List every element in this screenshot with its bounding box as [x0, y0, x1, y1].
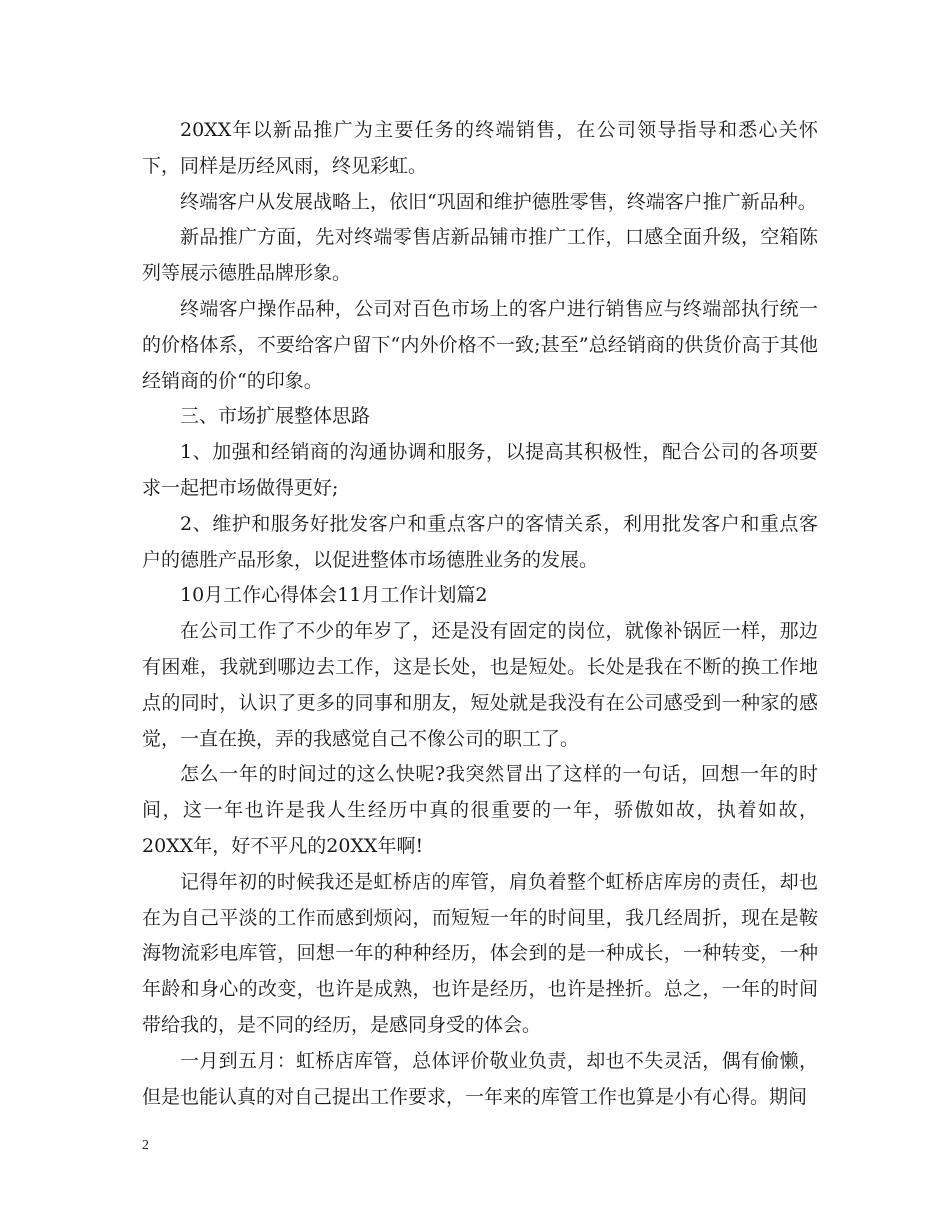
paragraph-10: 一月到五月：虹桥店库管，总体评价敬业负责，却也不失灵活，偶有偷懒，但是也能认真的对自己提出工作要求，一年来的库管工作也算是小有心得。期间 — [142, 1049, 818, 1108]
paragraph-1: 20XX年以新品推广为主要任务的终端销售，在公司领导指导和悉心关怀下，同样是历经风雨，终见彩虹。 — [142, 119, 818, 177]
paragraph-8: 怎么一年的时间过的这么快呢?我突然冒出了这样的一句话，回想一年的时间，这一年也许是我人生经历中真的很重要的一年，骄傲如故，执着如故，20XX年，好不平凡的20XX年啊! — [142, 763, 818, 857]
paragraph-7: 在公司工作了不少的年岁了，还是没有固定的岗位，就像补锅匠一样，那边有困难，我就到哪边去工作，这是长处，也是短处。长处是我在不断的换工作地点的同时，认识了更多的同事和朋友，短处就是我没有在公司感受到一种家的感觉，一直在换，弄的我感觉自己不像公司的职工了。 — [142, 620, 818, 750]
paragraph-5: 1、加强和经销商的沟通协调和服务，以提高其积极性，配合公司的各项要求一起把市场做得更好; — [142, 441, 818, 499]
page-number: 2 — [142, 1138, 149, 1153]
section-heading: 三、市场扩展整体思路 — [180, 405, 371, 428]
paragraph-2: 终端客户从发展战略上，依旧“巩固和维护德胜零售，终端客户推广新品种。 — [180, 190, 817, 213]
paragraph-3: 新品推广方面，先对终端零售店新品铺市推广工作，口感全面升级，空箱陈列等展示德胜品牌形象。 — [142, 226, 818, 285]
article-title: 10月工作心得体会11月工作计划篇2 — [180, 584, 488, 607]
document-body — [142, 113, 818, 1115]
paragraph-6: 2、维护和服务好批发客户和重点客户的客情关系，利用批发客户和重点客户的德胜产品形象，以促进整体市场德胜业务的发展。 — [142, 512, 818, 571]
paragraph-4: 终端客户操作品种，公司对百色市场上的客户进行销售应与终端部执行统一的价格体系，不要给客户留下“内外价格不一致;甚至”总经销商的供货价高于其他经销商的价“的印象。 — [142, 297, 818, 392]
paragraph-9: 记得年初的时候我还是虹桥店的库管，肩负着整个虹桥店库房的责任，却也在为自己平淡的工作而感到烦闷，而短短一年的时间里，我几经周折，现在是鞍海物流彩电库管，回想一年的种种经历，体会到的是一种成长，一种转变，一种年龄和身心的改变，也许是成熟，也许是经历，也许是挫折。总之，一年的时间带给我的，是不同的经历，是感同身受的体会。 — [142, 870, 818, 1036]
